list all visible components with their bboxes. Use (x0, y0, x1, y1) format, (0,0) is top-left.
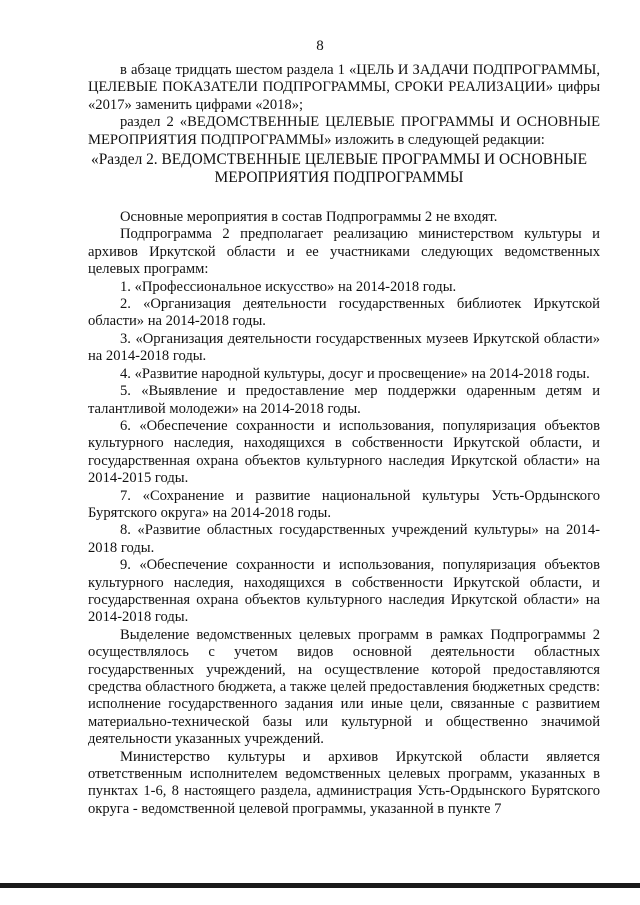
document-body (88, 62, 600, 818)
list-item-program-1: 1. «Профессиональное искусство» на 2014-2018 годы. (120, 278, 457, 295)
list-item-program-5: 5. «Выявление и предоставление мер поддержки одаренным детям и талантливой молодежи» на 2014-2018 годы. (88, 383, 600, 417)
paragraph-main-activities: Основные мероприятия в состав Подпрограммы 2 не входят. (120, 209, 498, 226)
list-item-program-4: 4. «Развитие народной культуры, досуг и просвещение» на 2014-2018 годы. (120, 365, 590, 382)
page-number: 8 (316, 38, 324, 54)
section-heading: «Раздел 2. ВЕДОМСТВЕННЫЕ ЦЕЛЕВЫЕ ПРОГРАММЫ И ОСНОВНЫЕ МЕРОПРИЯТИЯ ПОДПРОГРАММЫ (91, 151, 587, 187)
list-item-program-3: 3. «Организация деятельности государственных музеев Иркутской области» на 2014-2018 годы. (88, 330, 600, 365)
paragraph-amendment-section-1: в абзаце тридцать шестом раздела 1 «ЦЕЛЬ И ЗАДАЧИ ПОДПРОГРАММЫ, ЦЕЛЕВЫЕ ПОКАЗАТЕЛИ ПОДПРОГРАММЫ, СРОКИ РЕАЛИЗАЦИИ» цифры «2017» заменить цифрами «2018»; (88, 62, 600, 113)
paragraph-amendment-section-2: раздел 2 «ВЕДОМСТВЕННЫЕ ЦЕЛЕВЫЕ ПРОГРАММЫ И ОСНОВНЫЕ МЕРОПРИЯТИЯ ПОДПРОГРАММЫ» изложить в следующей редакции: (88, 114, 600, 148)
list-item-program-2: 2. «Организация деятельности государственных библиотек Иркутской области» на 2014-2018 годы. (88, 296, 600, 330)
list-item-program-6: 6. «Обеспечение сохранности и использования, популяризация объектов культурного наследия, находящихся в собственности Иркутской области, и государственная охрана объектов культурного наследия Иркутской области» на 2014-2015 годы. (88, 417, 600, 487)
list-item-program-7: 7. «Сохранение и развитие национальной культуры Усть-Ордынского Бурятского округа» на 2014-2018 годы. (88, 487, 600, 521)
list-item-program-9: 9. «Обеспечение сохранности и использования, популяризация объектов культурного наследия, находящихся в собственности Иркутской области, и государственная охрана объектов культурного наследия Иркутской области» на 2014-2018 годы. (88, 557, 600, 626)
paragraph-programs-intro: Подпрограмма 2 предполагает реализацию министерством культуры и архивов Иркутской области и ее участниками следующих ведомственных целевых программ: (88, 226, 600, 278)
paragraph-responsible-executor: Министерство культуры и архивов Иркутской области является ответственным исполнителем ведомственных целевых программ, указанных в пунктах 1-6, 8 настоящего раздела, администрация Усть-Ордынского Бурятского округа - ведомственной целевой программы, указанной в пункте 7 (88, 748, 600, 817)
list-item-program-8: 8. «Развитие областных государственных учреждений культуры» на 2014-2018 годы. (88, 522, 600, 556)
paragraph-program-allocation: Выделение ведомственных целевых программ в рамках Подпрограммы 2 осуществлялось с учетом видов основной деятельности областных государственных учреждений, на осуществление которой предоставляются средства областного бюджета, а также целей предоставления бюджетных средств: исполнение государственного задания или иные цели, связанные с развитием материально-технической базы или культурной и общественно значимой деятельности указанных учреждений. (88, 626, 600, 748)
scan-bottom-edge (0, 883, 640, 888)
